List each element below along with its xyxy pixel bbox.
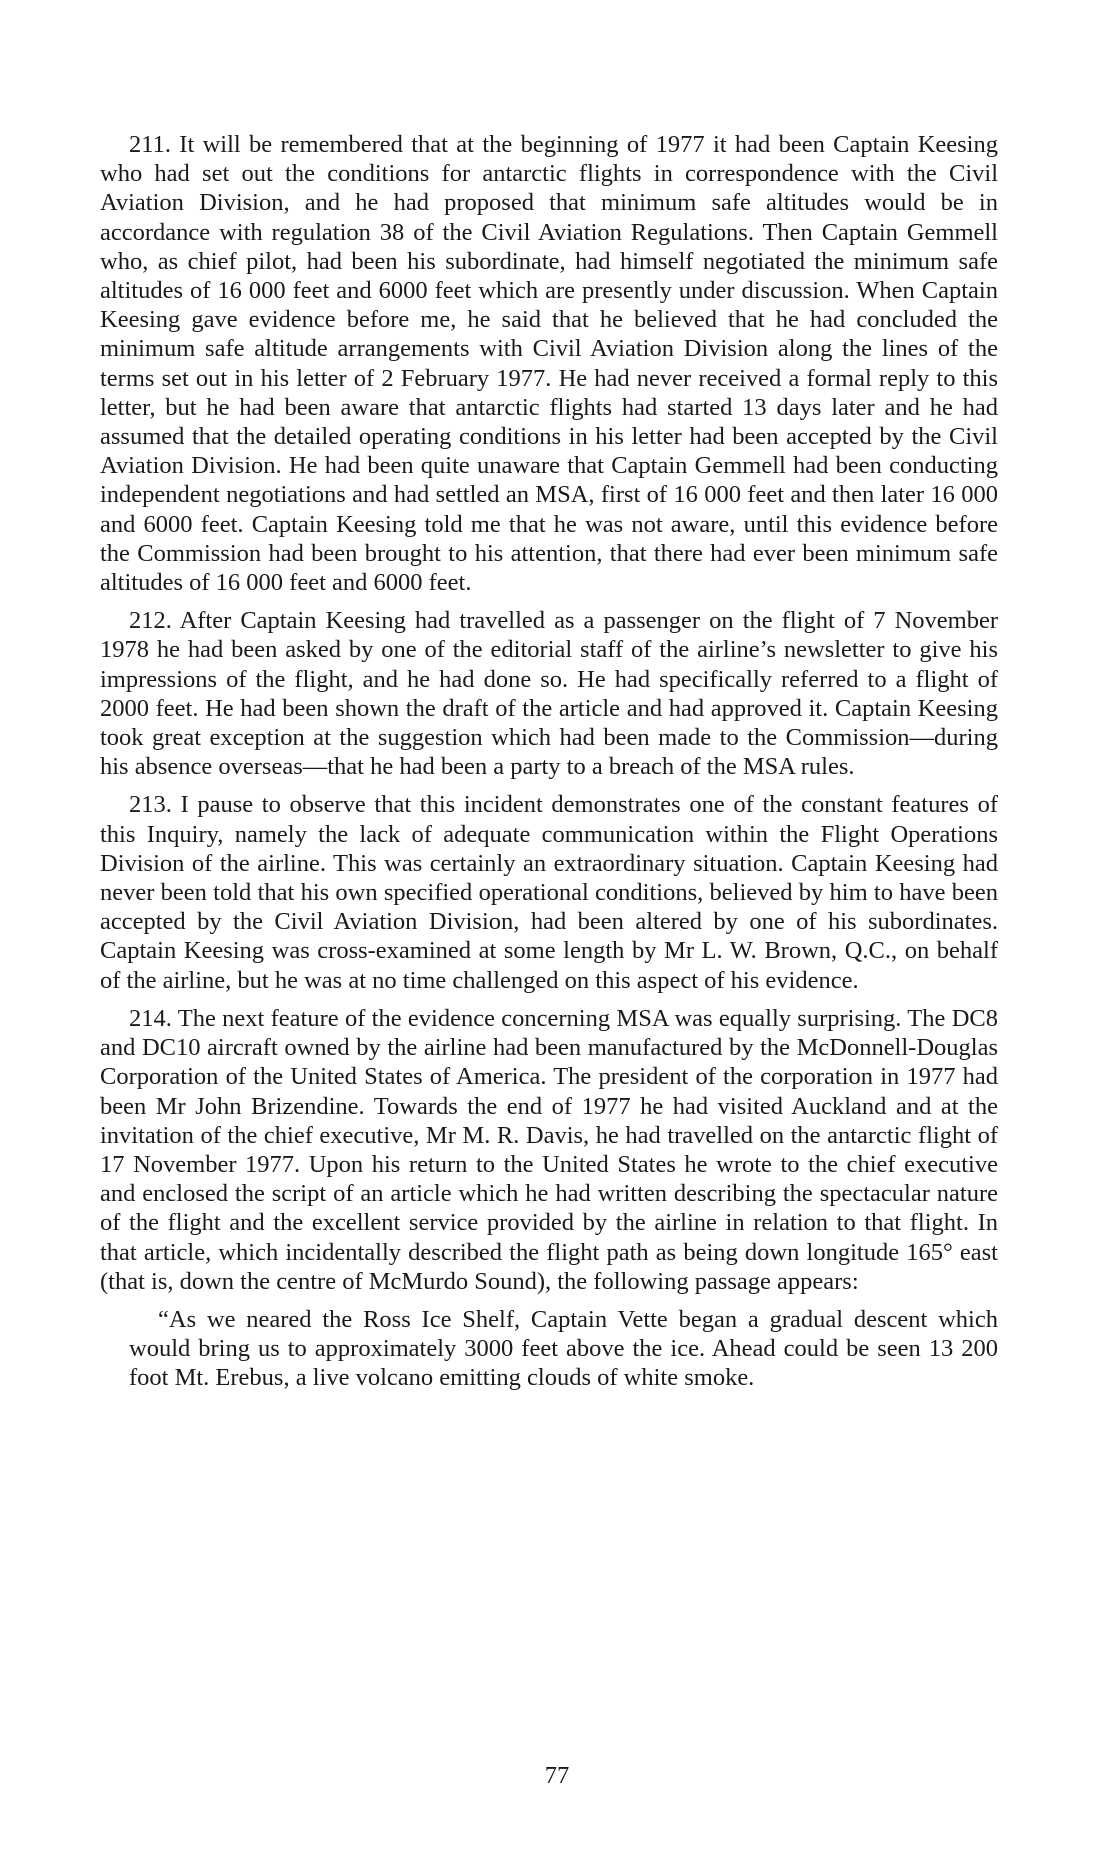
paragraph-213: 213. I pause to observe that this incident demonstrates one of the constant features of this Inquiry, namely the lack of adequate communication within the Flight Operations Division of the airline. This was certainly an extraordinary situation. Captain Keesing had never been told that his own specified operational conditions, believed by him to have been accepted by the Civil Aviation Division, had been altered by one of his subordinates. Captain Keesing was cross-examined at some length by Mr L. W. Brown, Q.C., on behalf of the airline, but he was at no time challenged on this aspect of his evidence. [100,791,998,994]
block-quote: “As we neared the Ross Ice Shelf, Captain Vette began a gradual descent which would bring us to approximately 3000 feet above the ice. Ahead could be seen 13 200 foot Mt. Erebus, a live volcano emitting clouds of white smoke. [129,1305,998,1392]
paragraph-211: 211. It will be remembered that at the beginning of 1977 it had been Captain Keesing who had set out the conditions for antarctic flights in correspondence with the Civil Aviation Division, and he had proposed that minimum safe altitudes would be in accordance with regulation 38 of the Civil Aviation Regulations. Then Captain Gemmell who, as chief pilot, had been his subordinate, had himself negotiated the minimum safe altitudes of 16 000 feet and 6000 feet which are presently under discussion. When Captain Keesing gave evidence before me, he said that he believed that he had concluded the minimum safe altitude arrangements with Civil Aviation Division along the lines of the terms set out in his letter of 2 February 1977. He had never received a formal reply to this letter, but he had been aware that antarctic flights had started 13 days later and he had assumed that the detailed operating conditions in his letter had been accepted by the Civil Aviation Division. He had been quite unaware that Captain Gemmell had been conducting independent negotiations and had settled an MSA, first of 16 000 feet and then later 16 000 and 6000 feet. Captain Keesing told me that he was not aware, until this evidence before the Commission had been brought to his attention, that there had ever been minimum safe altitudes of 16 000 feet and 6000 feet. [100,131,998,597]
paragraph-212: 212. After Captain Keesing had travelled as a passenger on the flight of 7 November 1978 he had been asked by one of the editorial staff of the airline’s newsletter to give his impressions of the flight, and he had done so. He had specifically referred to a flight of 2000 feet. He had been shown the draft of the article and had approved it. Captain Keesing took great exception at the suggestion which had been made to the Commission—during his absence overseas—that he had been a party to a breach of the MSA rules. [100,607,998,781]
page-number: 77 [544,1762,570,1789]
document-body [100,130,998,1393]
paragraph-214: 214. The next feature of the evidence concerning MSA was equally surprising. The DC8 and DC10 aircraft owned by the airline had been manufactured by the McDonnell-Douglas Corporation of the United States of America. The president of the corporation in 1977 had been Mr John Brizendine. Towards the end of 1977 he had visited Auckland and at the invitation of the chief executive, Mr M. R. Davis, he had travelled on the antarctic flight of 17 November 1977. Upon his return to the United States he wrote to the chief executive and enclosed the script of an article which he had written describing the spectacular nature of the flight and the excellent service provided by the airline in relation to that flight. In that article, which incidentally described the flight path as being down longitude 165° east (that is, down the centre of McMurdo Sound), the following passage appears: [100,1004,998,1295]
